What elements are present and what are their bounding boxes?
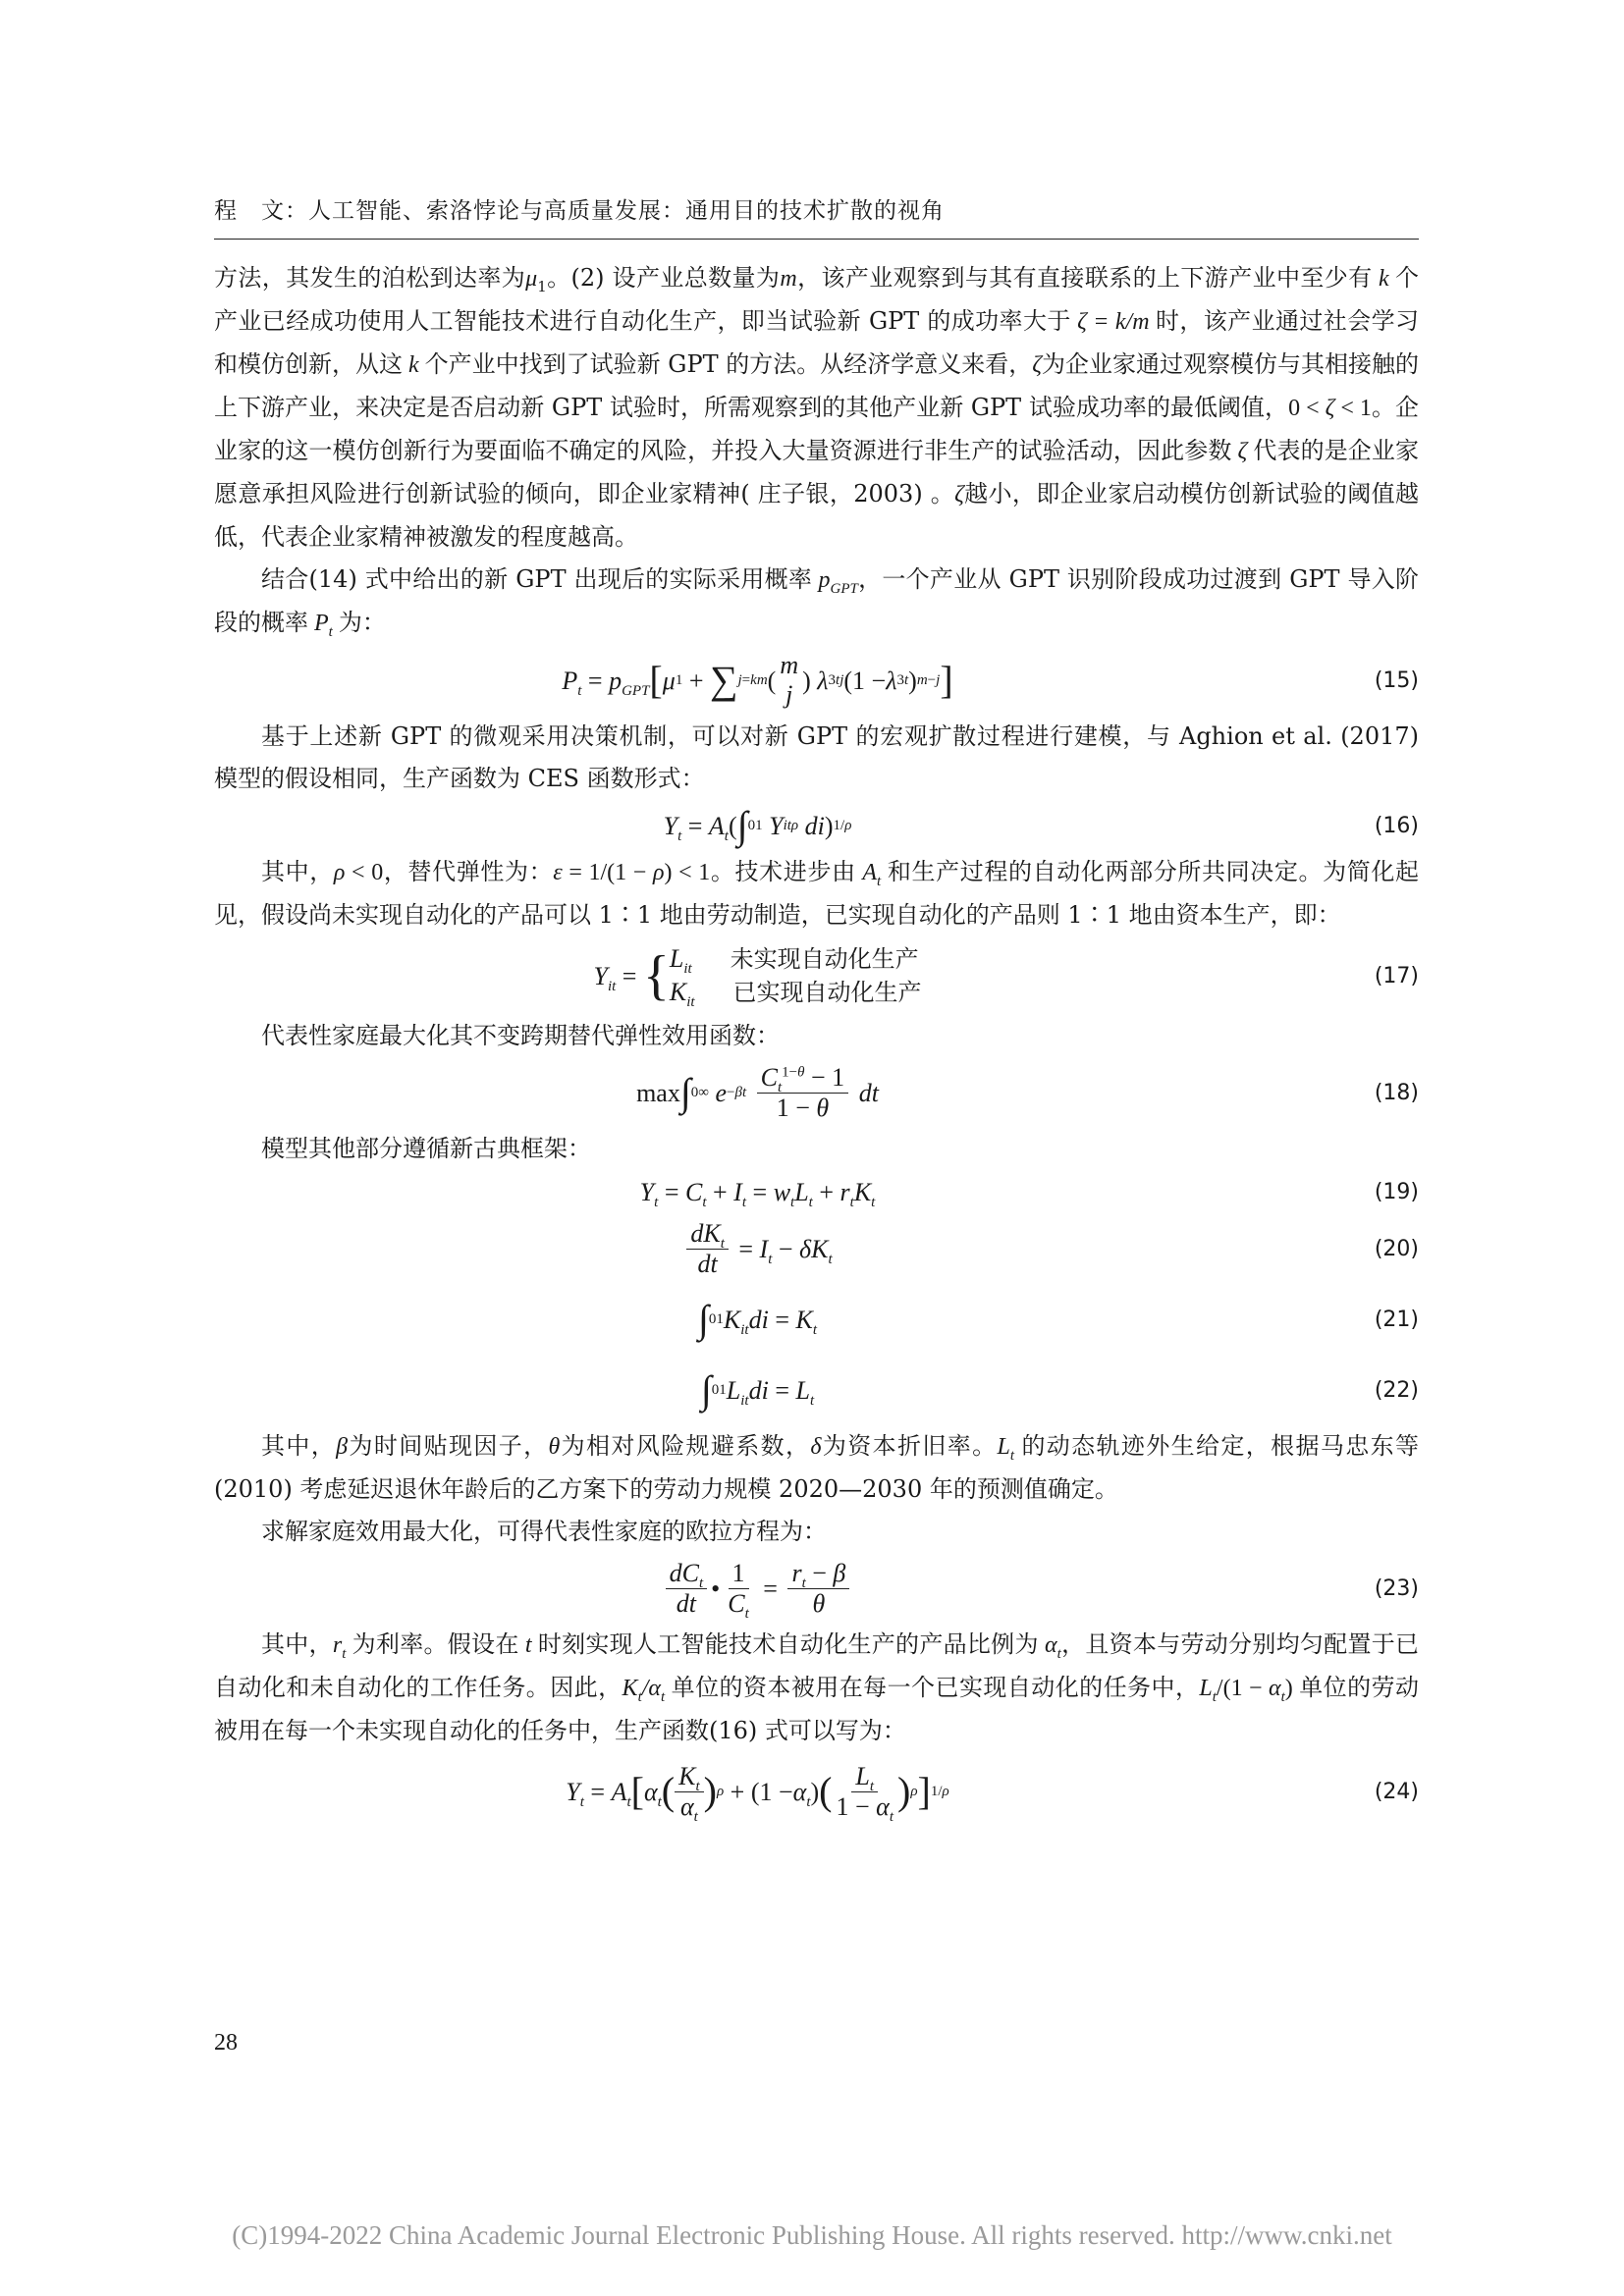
paragraph-6: 模型其他部分遵循新古典框架： <box>261 1135 591 1162</box>
copyright-footer: (C)1994-2022 China Academic Journal Electronic Publishing House. All rights reserved. http://www.cnki.net <box>232 2220 1392 2250</box>
equation-23-number: (23) <box>1374 1575 1419 1601</box>
equation-20-formula: $\frac{dK_t}{dt}$ = $I_t$ − $\delta K_t$ <box>214 1213 1301 1284</box>
equation-24 <box>214 1752 1419 1831</box>
eq17-case-2: 已实现自动化生产 <box>732 979 922 1006</box>
equation-23 <box>214 1553 1419 1624</box>
equation-17-number: (17) <box>1374 963 1419 988</box>
equation-22-formula: ∫ 0 1 $L_{it}di$ = $L_t$ <box>700 1367 815 1412</box>
article-body <box>214 257 1419 1831</box>
equation-20 <box>214 1213 1419 1284</box>
equation-17-formula: $Y_{it}$ = { $L_{it}$ 未实现自动化生产 $K_{it}$ 已实现自动化生产 <box>593 944 922 1011</box>
running-header: 程 文：人工智能、索洛悖论与高质量发展：通用目的技术扩散的视角 <box>214 198 945 224</box>
paragraph-1: 方法，其发生的泊松到达率为$\mu_1$。(2) 设产业总数量为m，该产业观察到与其有直接联系的上下游产业中至少有 k 个产业已经成功使用人工智能技术进行自动化生产，即当试验新 GPT 的成功率大于 ζ = k/m 时，该产业通过社会学习和模仿创新，从这 k 个产业中找到了试验新 GPT 的方法。从经济学意义来看，ζ为企业家通过观察模仿与其相接触的上下游产业，来决定是否启动新 GPT 试验时，所需观察到的其他产业新 GPT 试验成功率的最低阈值，0 < ζ < 1。企业家的这一模仿创新行为要面临不确定的风险，并投入大量资源进行非生产的试验活动，因此参数 ζ 代表的是企业家愿意承担风险进行创新试验的倾向，即企业家精神( 庄子银，2003) 。ζ越小，即企业家启动模仿创新试验的阈值越低，代表企业家精神被激发的程度越高。 <box>214 264 1420 551</box>
equation-21-formula: ∫ 0 1 $K_{it}di$ = $K_t$ <box>697 1297 818 1341</box>
equation-24-number: (24) <box>1374 1779 1419 1804</box>
equation-18-formula: max ∫ 0 ∞ e −βt $\frac{C_t^{1-\theta} - 1}{1 - \theta}$ dt <box>636 1062 879 1122</box>
equation-17 <box>214 936 1419 1015</box>
equation-15-formula: $P_t$ = $p_{GPT}$ [ μ 1 + ∑ j=k m ( m j ) λ 3t j (1 − λ 3t ) m−j ] <box>562 651 953 709</box>
equation-19-formula: $Y_t$ = $C_t$ + $I_t$ = $w_tL_t$ + $r_tK_t$ <box>639 1177 876 1210</box>
equation-21-number: (21) <box>1374 1307 1419 1332</box>
equation-16 <box>214 800 1419 851</box>
equation-21 <box>214 1284 1419 1355</box>
equation-23-formula: $\frac{dC_t}{dt}$ • $\frac{1}{C_t}$ = $\frac{r_t - \beta}{\theta}$ <box>214 1553 1301 1624</box>
header-title: 人工智能、索洛悖论与高质量发展：通用目的技术扩散的视角 <box>308 198 945 224</box>
paragraph-7: 其中，β为时间贴现因子，θ为相对风险规避系数，δ为资本折旧率。$L_t$ 的动态轨迹外生给定，根据马忠东等(2010) 考虑延迟退休年龄后的乙方案下的劳动力规模 2020—2030 年的预测值确定。 <box>214 1432 1420 1503</box>
equation-16-formula: $Y_t$ = $A_t$ ( ∫ 0 1 Y it ρ di ) 1/ρ <box>663 803 852 847</box>
equation-15-number: (15) <box>1374 667 1419 693</box>
equation-18-number: (18) <box>1374 1080 1419 1105</box>
header-rule <box>214 239 1419 240</box>
equation-16-number: (16) <box>1374 813 1419 838</box>
paragraph-8: 求解家庭效用最大化，可得代表性家庭的欧拉方程为： <box>261 1518 827 1545</box>
equation-15 <box>214 645 1419 716</box>
paragraph-4: 其中，ρ < 0，替代弹性为：ε = 1/(1 − ρ) < 1。技术进步由 $A_t$ 和生产过程的自动化两部分所共同决定。为简化起见，假设尚未实现自动化的产品可以 1∶1 地由劳动制造，已实现自动化的产品则 1∶1 地由资本生产，即： <box>214 858 1420 929</box>
equation-19-number: (19) <box>1374 1179 1419 1204</box>
paragraph-5: 代表性家庭最大化其不变跨期替代弹性效用函数： <box>261 1022 780 1049</box>
paragraph-9: 其中，$r_t$ 为利率。假设在 t 时刻实现人工智能技术自动化生产的产品比例为 $\alpha_t$，且资本与劳动分别均匀配置于已自动化和未自动化的工作任务。因此，$K_t/\alpha_t$ 单位的资本被用在每一个已实现自动化的任务中，$L_t/(1 - \alpha_t)$ 单位的劳动被用在每一个未实现自动化的任务中，生产函数(16) 式可以写为： <box>214 1630 1420 1744</box>
equation-18 <box>214 1057 1419 1128</box>
equation-19 <box>214 1170 1419 1213</box>
eq17-case-1: 未实现自动化生产 <box>730 945 919 973</box>
equation-22 <box>214 1355 1419 1425</box>
equation-24-formula: $Y_t$ = $A_t$ [ $\alpha_t$ ( $\frac{K_t}{\alpha_t}$ ) ρ + (1 − $\alpha_t$ ) ( $\frac{L_t}{1 - \alpha_t}$ ) ρ ] 1/ρ <box>566 1761 949 1825</box>
equation-22-number: (22) <box>1374 1377 1419 1403</box>
header-author: 程 文 <box>214 198 285 224</box>
page-number: 28 <box>214 2030 238 2056</box>
paragraph-2: 结合(14) 式中给出的新 GPT 出现后的实际采用概率 $p_{GPT}$，一个产业从 GPT 识别阶段成功过渡到 GPT 导入阶段的概率 $P_t$ 为： <box>214 565 1420 640</box>
equation-20-number: (20) <box>1374 1236 1419 1261</box>
paragraph-3: 基于上述新 GPT 的微观采用决策机制，可以对新 GPT 的宏观扩散过程进行建模，与 Aghion et al. (2017) 模型的假设相同，生产函数为 CES 函数形式： <box>214 722 1419 792</box>
